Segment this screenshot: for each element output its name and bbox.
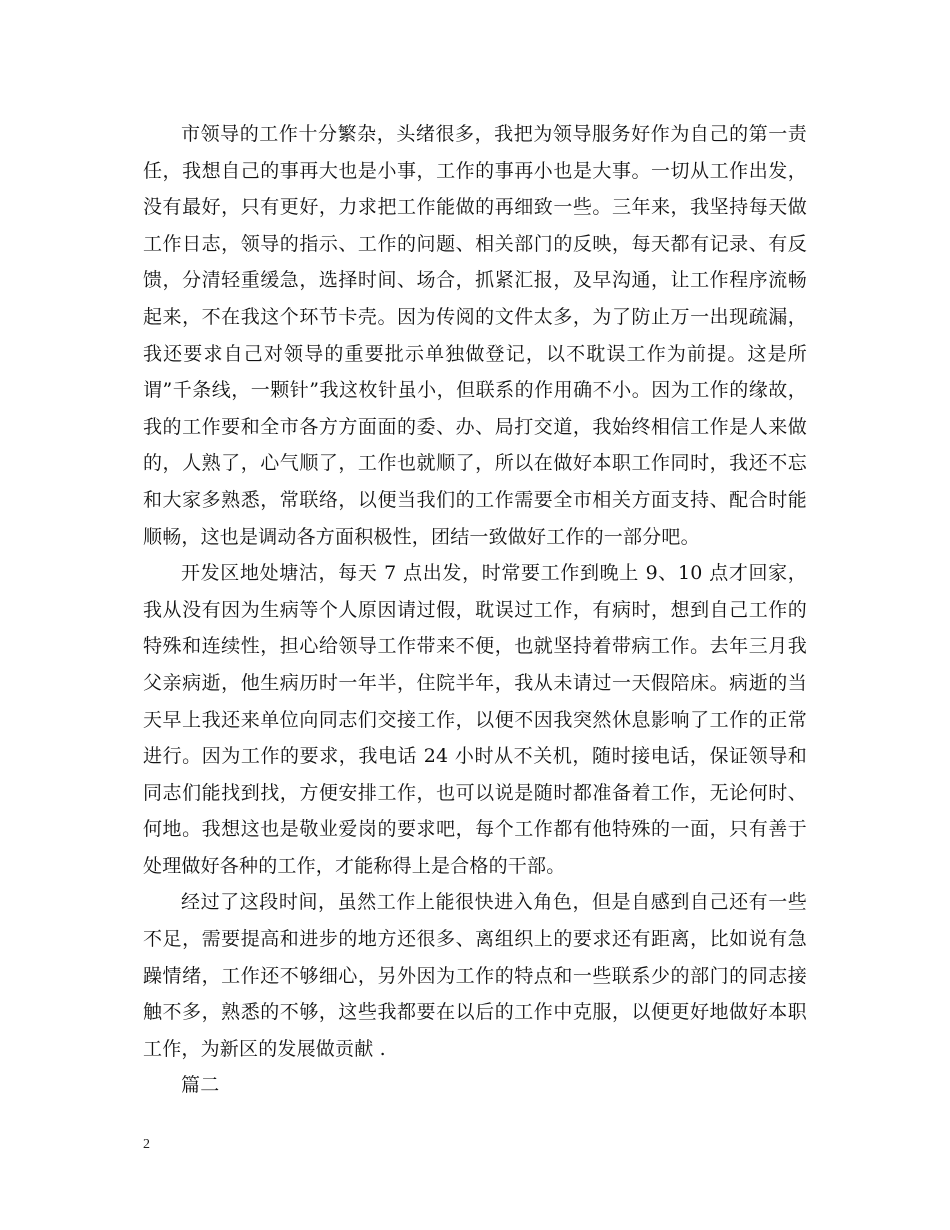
paragraph-3: 经过了这段时间，虽然工作上能很快进入角色，但是自感到自己还有一些不足，需要提高和进步的地方还很多、离组织上的要求还有距离，比如说有急躁情绪，工作还不够细心，另外因为工作的特点和一些联系少的部门的同志接触不多，熟悉的不够，这些我都要在以后的工作中克服，以便更好地做好本职工作，为新区的发展做贡献 .	[143, 891, 807, 1060]
page-number: 2	[143, 1137, 150, 1152]
section-heading-pian-er: 篇二	[181, 1074, 220, 1097]
paragraph-1: 市领导的工作十分繁杂，头绪很多，我把为领导服务好作为自己的第一责任，我想自己的事再大也是小事，工作的事再小也是大事。一切从工作出发，没有最好，只有更好，力求把工作能做的再细致一些。三年来，我坚持每天做工作日志，领导的指示、工作的问题、相关部门的反映，每天都有记录、有反馈，分清轻重缓急，选择时间、场合，抓紧汇报，及早沟通，让工作程序流畅起来，不在我这个环节卡壳。因为传阅的文件太多，为了防止万一出现疏漏，我还要求自己对领导的重要批示单独做登记，以不耽误工作为前提。这是所谓”千条线，一颗针”我这枚针虽小，但联系的作用确不小。因为工作的缘故，我的工作要和全市各方方面面的委、办、局打交道，我始终相信工作是人来做的，人熟了，心气顺了，工作也就顺了，所以在做好本职工作同时，我还不忘和大家多熟悉，常联络，以便当我们的工作需要全市相关方面支持、配合时能顺畅，这也是调动各方面积极性，团结一致做好工作的一部分吧。	[143, 123, 807, 548]
document-body	[143, 116, 807, 1104]
paragraph-2: 开发区地处塘沽，每天 7 点出发，时常要工作到晚上 9、10 点才回家，我从没有因为生病等个人原因请过假，耽误过工作，有病时，想到自己工作的特殊和连续性，担心给领导工作带来不便，也就坚持着带病工作。去年三月我父亲病逝，他生病历时一年半，住院半年，我从未请过一天假陪床。病逝的当天早上我还来单位向同志们交接工作，以便不因我突然休息影响了工作的正常进行。因为工作的要求，我电话 24 小时从不关机，随时接电话，保证领导和同志们能找到找，方便安排工作，也可以说是随时都准备着工作，无论何时、何地。我想这也是敬业爱岗的要求吧，每个工作都有他特殊的一面，只有善于处理做好各种的工作，才能称得上是合格的干部。	[143, 562, 807, 877]
